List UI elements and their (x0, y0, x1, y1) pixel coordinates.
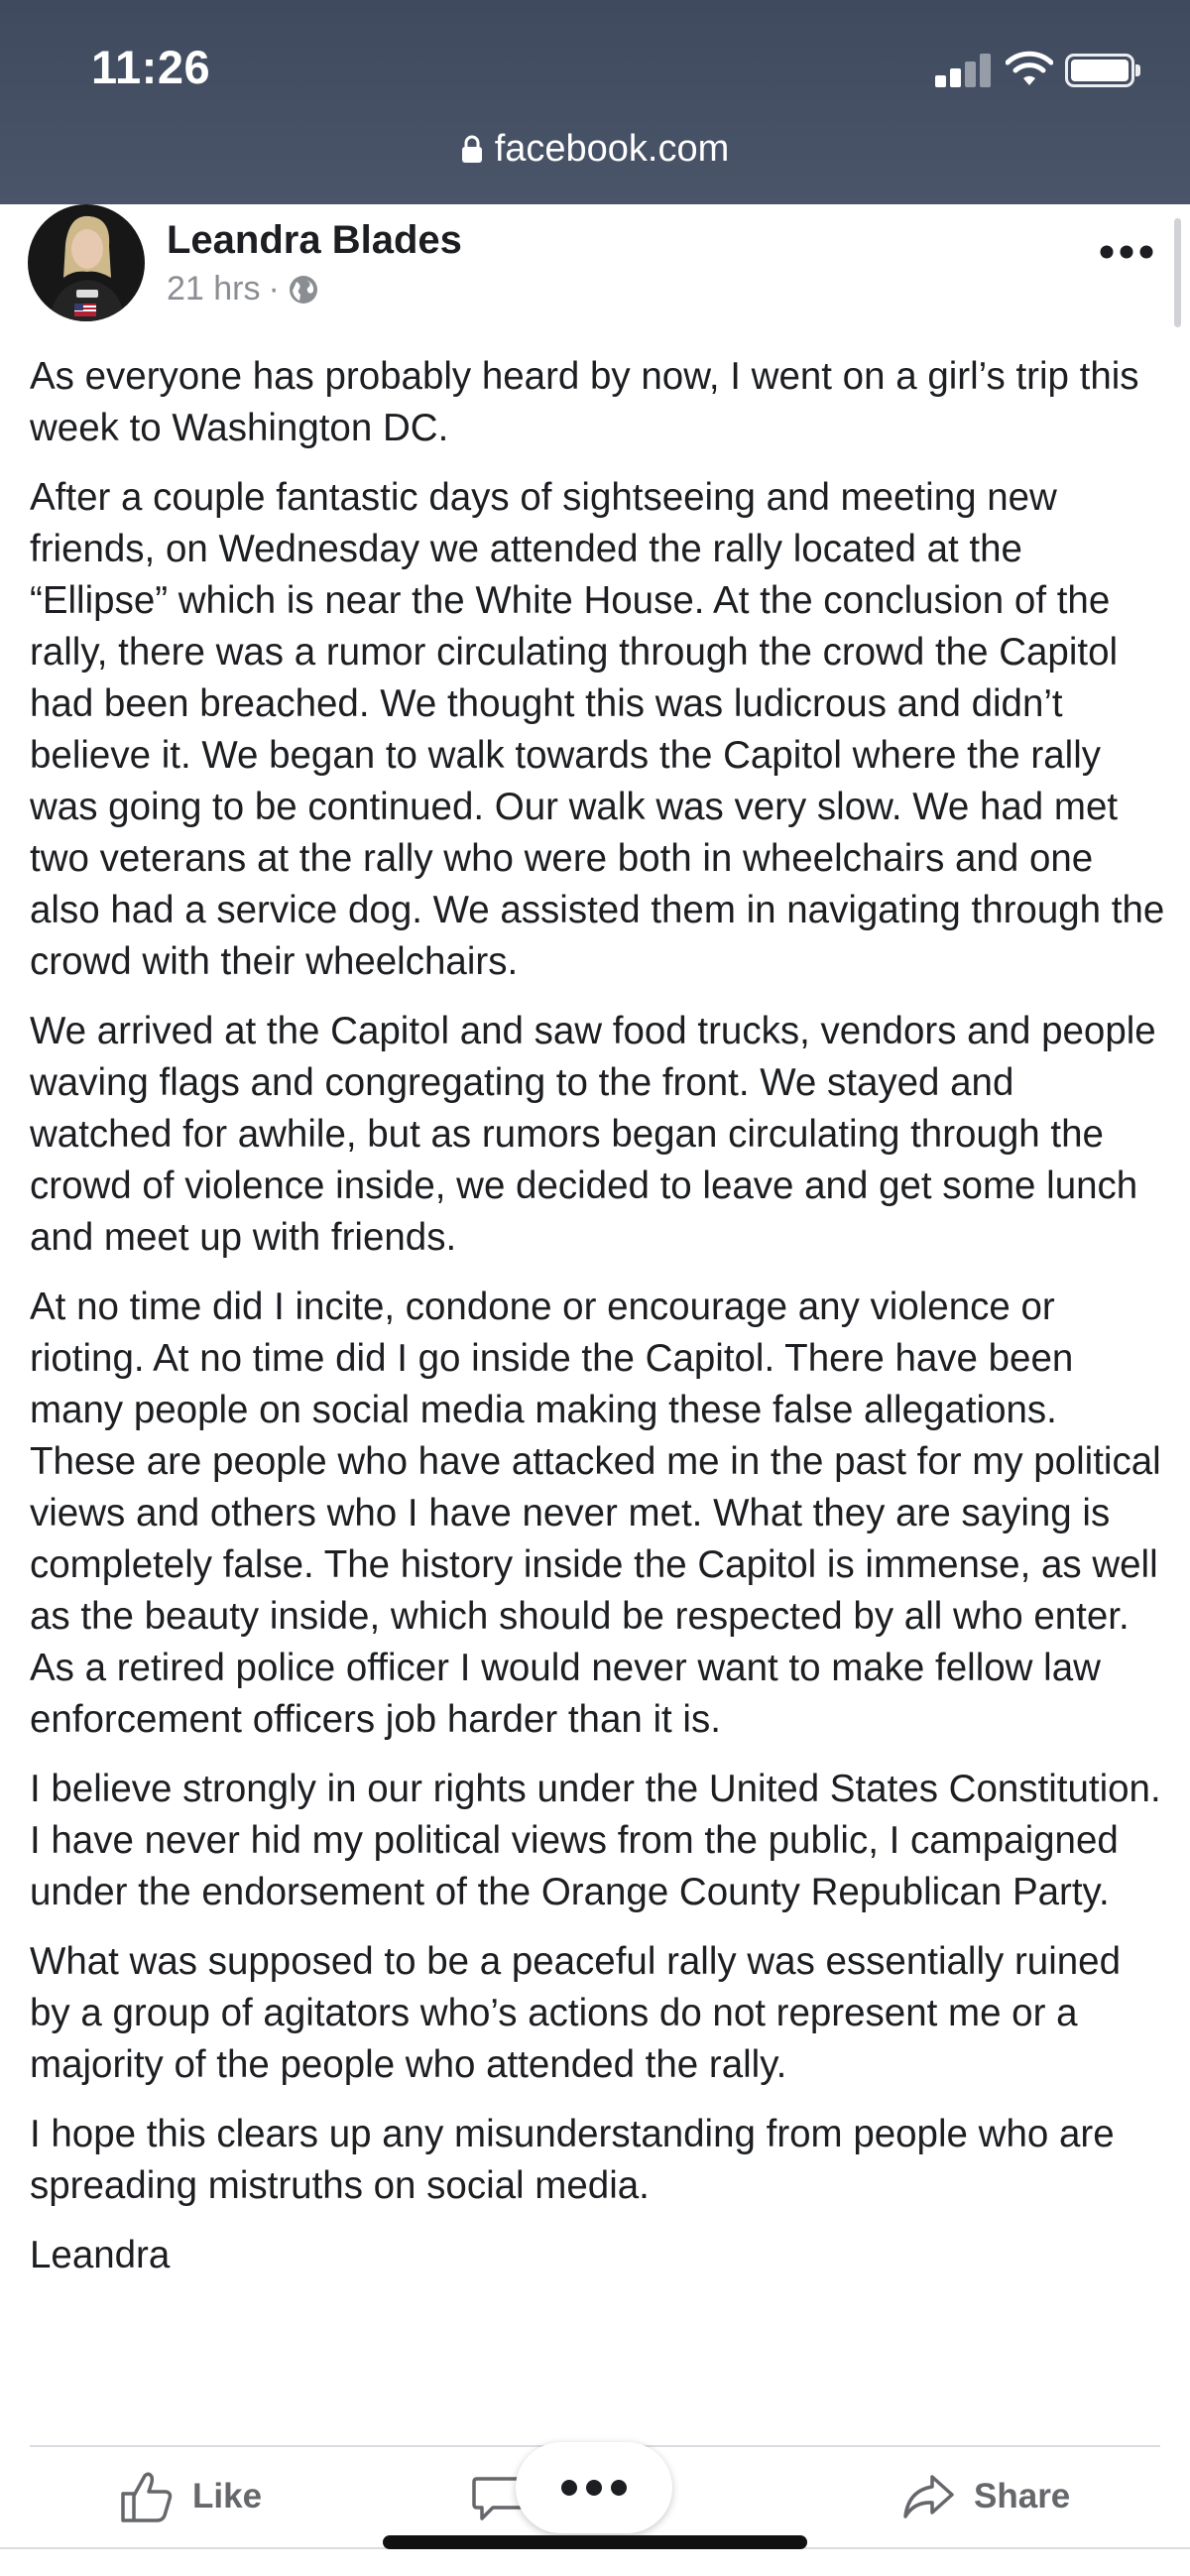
post-paragraph: After a couple fantastic days of sightseeing and meeting new friends, on Wednesday we attended the rally located at the “Ellipse” which is near the White House. At the conclusion of the rally, there was a rumor circulating through the crowd the Capitol had been breached. We thought this was ludicrous and didn’t believe it. We began to walk towards the Capitol where the rally was going to be continued. Our walk was very slow. We had met two veterans at the rally who were both in wheelchairs and one also had a service dog. We assisted them in navigating through the crowd with their wheelchairs. (30, 476, 1165, 983)
like-button[interactable] (119, 2447, 262, 2546)
post-paragraph: What was supposed to be a peaceful rally was essentially ruined by a group of agitators who’s actions do not represent me or a majority of the people who attended the rally. (30, 1940, 1121, 2086)
meta-separator: · (268, 270, 280, 307)
post-paragraph: We arrived at the Capitol and saw food trucks, vendors and people waving flags and congregating to the front. We stayed and watched for awhile, but as rumors began circulating through the crowd of violence inside, we decided to leave and get some lunch and meet up with friends. (30, 1010, 1156, 1259)
lock-icon (461, 134, 483, 164)
status-time: 11:26 (91, 41, 211, 93)
browser-top-bar (0, 0, 1190, 204)
post-signature: Leandra (30, 2234, 171, 2276)
cellular-signal-icon (935, 54, 991, 87)
more-actions-button[interactable] (516, 2442, 672, 2533)
url-bar[interactable] (0, 121, 1190, 177)
wifi-icon (1006, 50, 1053, 87)
more-horizontal-icon[interactable] (1099, 242, 1154, 262)
post-timestamp[interactable]: 21 hrs (167, 270, 261, 307)
post-body (30, 351, 1165, 2299)
thumbs-up-icon (119, 2469, 175, 2524)
post-paragraph: As everyone has probably heard by now, I went on a girl’s trip this week to Washington DC. (30, 355, 1139, 449)
scrollbar[interactable] (1174, 218, 1181, 327)
post-paragraph: At no time did I incite, condone or encourage any violence or rioting. At no time did I go inside the Capitol. There have been many people on social media making these false allegations. These are people who have attacked me in the past for my political views and others who I have never met. What they are saying is completely false. The history inside the Capitol is immense, as well as the beauty inside, which should be respected by all who enter. As a retired police officer I would never want to make fellow law enforcement officers job harder than it is. (30, 1286, 1161, 1741)
share-label: Share (974, 2477, 1071, 2515)
post-meta (167, 270, 319, 308)
like-label: Like (192, 2477, 263, 2515)
more-horizontal-icon (557, 2478, 631, 2498)
share-arrow-icon (900, 2469, 956, 2524)
globe-icon (288, 274, 319, 306)
post-paragraph: I hope this clears up any misunderstanding from people who are spreading mistruths on social media. (30, 2113, 1115, 2207)
url-text: facebook.com (494, 127, 730, 170)
facebook-post (0, 204, 1190, 2576)
battery-icon (1065, 54, 1134, 87)
author-name[interactable]: Leandra Blades (167, 218, 462, 262)
home-indicator[interactable] (383, 2535, 807, 2549)
share-button[interactable] (900, 2447, 1070, 2546)
post-paragraph: I believe strongly in our rights under the United States Constitution. I have never hid my political views from the public, I campaigned under the endorsement of the Orange County Republican Party. (30, 1768, 1161, 1913)
author-avatar[interactable] (28, 204, 145, 321)
